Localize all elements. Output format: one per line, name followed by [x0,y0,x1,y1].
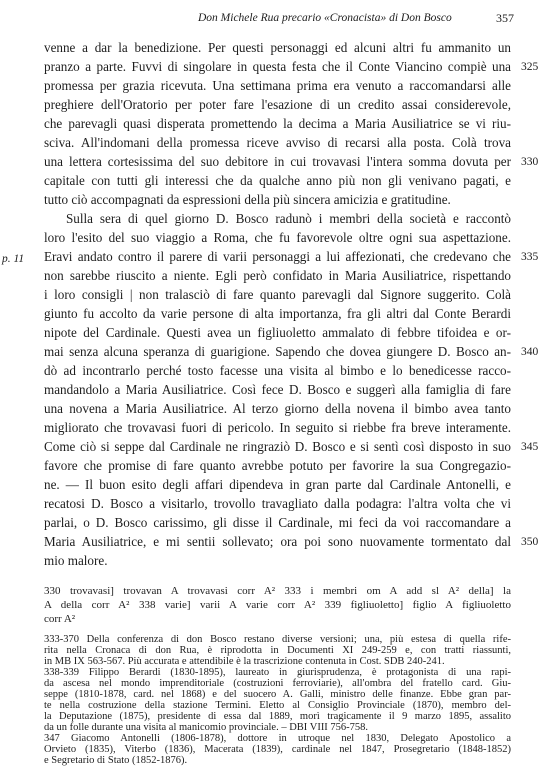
line-number: 325 [521,61,539,73]
line-number: 335 [521,251,539,263]
text-line: tutto ciò accompagnati da espressioni della più sincera amicizia e gratitudine. [44,192,451,207]
text-line: giunto fu accolto da varie persone di alta importanza, fra gli altri dal Conte Berardi [44,306,511,321]
footnote-line: 338-339 Filippo Berardi (1830-1895), laureato in giurisprudenza, è protagonista di una rapi- [44,667,511,678]
apparatus-line: A della corr A² 338 varie] varii A varie corr A² 339 figliuoletto] figlio A figliuoletto [44,599,511,611]
footnote-line: rita nella Cronaca di don Rua, è riprodotta in Documenti XI 249-259 e, con tratti riassunti, [44,645,511,656]
text-line: una lettera cortesissima del suo debitore in cui trovavasi l'intera somma dovuta per [44,154,511,169]
footnote-line: da ascesa nel mondo imprenditoriale (costruzioni ferroviarie), all'ombra del fratello card. Giu- [44,678,511,689]
text-line: nipote del Cardinale. Questi avea un figliuoletto ammalato di febbre tifoidea e or- [44,325,511,340]
line-number: 330 [521,156,539,168]
text-line: non sarebbe riuscito a niente. Egli però confidato in Maria Ausiliatrice, rispettando [44,268,511,283]
footnote-line: da un folle durante una visita al manicomio provinciale. – DBI VIII 756-758. [44,722,369,733]
text-line: capitale con tutti gli interessi che da qualche anno più non gli venivano pagati, e [44,173,511,188]
margin-page-ref: p. 11 [2,253,25,265]
text-line: loro l'esito del suo viaggio a Roma, che fu favorevole oltre ogni sua aspettazione. [44,230,511,245]
text-line: i loro consigli | non tralasciò di fare quanto parevagli dal Signore suggerito. Colà [44,287,511,302]
text-line: migliorato che trovavasi fuori di pericolo. In seguito si riebbe fra breve interamente. [44,420,511,435]
text-line: parlai, o D. Bosco carissimo, gli disse il Cardinale, mi feci da voi raccomandare a [44,515,511,530]
footnote-line: in MB IX 563-567. Più accurata e attendibile è la trascrizione contenuta in Cost. SDB 240-241. [44,656,445,667]
apparatus-line: 330 trovavasi] trovavan A trovavasi corr A² 333 i membri om A add sl A² della] la [44,585,511,597]
footnote-line: 347 Giacomo Antonelli (1806-1878), dottore in utroque nel 1830, Delegato Apostolico a [44,733,511,744]
text-line: preghiere dell'Oratorio per poter fare l'esazione di un credito assai considerevole, [44,97,511,112]
text-line: dò ad incontrarlo perché tosto facesse una visita al bimbo e lo benedicesse racco- [44,363,511,378]
text-line: Eravi andato contro il parere di varii personaggi a lui affezionati, che credevano che [44,249,511,264]
page-number: 357 [496,11,514,25]
text-line: favore che promise di fare quanto avrebbe potuto per favorire la sua Congregazio- [44,458,511,473]
line-number: 345 [521,441,539,453]
line-number: 340 [521,346,539,358]
text-line: mai senza alcuna speranza di guarigione. Sapendo che dovea giungere D. Bosco an- [44,344,511,359]
line-number: 350 [521,536,539,548]
running-title: Don Michele Rua precario «Cronacista» di Don Bosco [198,12,452,24]
footnote-line: e Segretario di Stato (1852-1876). [44,755,188,766]
text-line: promessa per grazia ricevuta. Una settimana prima era venuto a raccomandarsi alle [44,78,511,93]
footnote-line: Orvieto (1835), Viterbo (1836), Macerata (1839), cardinale nel 1847, Prosegretario (1848-1852) [44,744,511,755]
text-line: Sulla sera di quel giorno D. Bosco radunò i membri della società e raccontò [66,211,511,226]
footnote-line: seppe (1810-1878, card. nel 1868) e del suocero A. Galli, ministro delle finanze. Ebbe gran par- [44,689,511,700]
text-line: ne. — Il buon esito degli affari dipendeva in gran parte dal Cardinale Antonelli, e [44,477,511,492]
text-line: recatosi D. Bosco a visitarlo, trovollo travagliato dalla podagra: l'altra volta che vi [44,496,511,511]
text-line: venne a dar la benedizione. Per questi personaggi ed alcuni altri fu ammanito un [44,40,511,55]
text-line: che parevagli quasi disperata promettendo la decima a Maria Ausiliatrice se vi riu- [44,116,511,131]
text-line: mandandolo a Maria Ausiliatrice. Così fece D. Bosco e suggerì alla famiglia di fare [44,382,511,397]
text-line: una novena a Maria Ausiliatrice. Al terzo giorno della novena il bimbo avea tanto [44,401,511,416]
text-line: Maria Ausiliatrice, e mi sentii sollevato; ora poi sono nuovamente tormentato dal [44,534,511,549]
text-line: pranzo a parte. Fuvvi di singolare in questa festa che il Conte Viancino compiè una [44,59,511,74]
footnote-line: te nella costruzione della stazione Termini. Eletto al Consiglio Provinciale (1870), membro del- [44,700,511,711]
text-line: mio malore. [44,553,108,568]
text-line: Come ciò si seppe dal Cardinale ne ringraziò D. Bosco e si sentì così disposto in suo [44,439,511,454]
footnote-line: 333-370 Della conferenza di don Bosco restano diverse versioni; una, più estesa di quella rife- [44,634,511,645]
footnote-line: la Deputazione (1875), presidente di essa dal 1889, morì tragicamente il 9 marzo 1895, assalito [44,711,511,722]
apparatus-line: corr A² [44,613,76,625]
text-line: sciva. All'indomani della promessa riceve avviso di recarsi alla posta. Colà trova [44,135,511,150]
